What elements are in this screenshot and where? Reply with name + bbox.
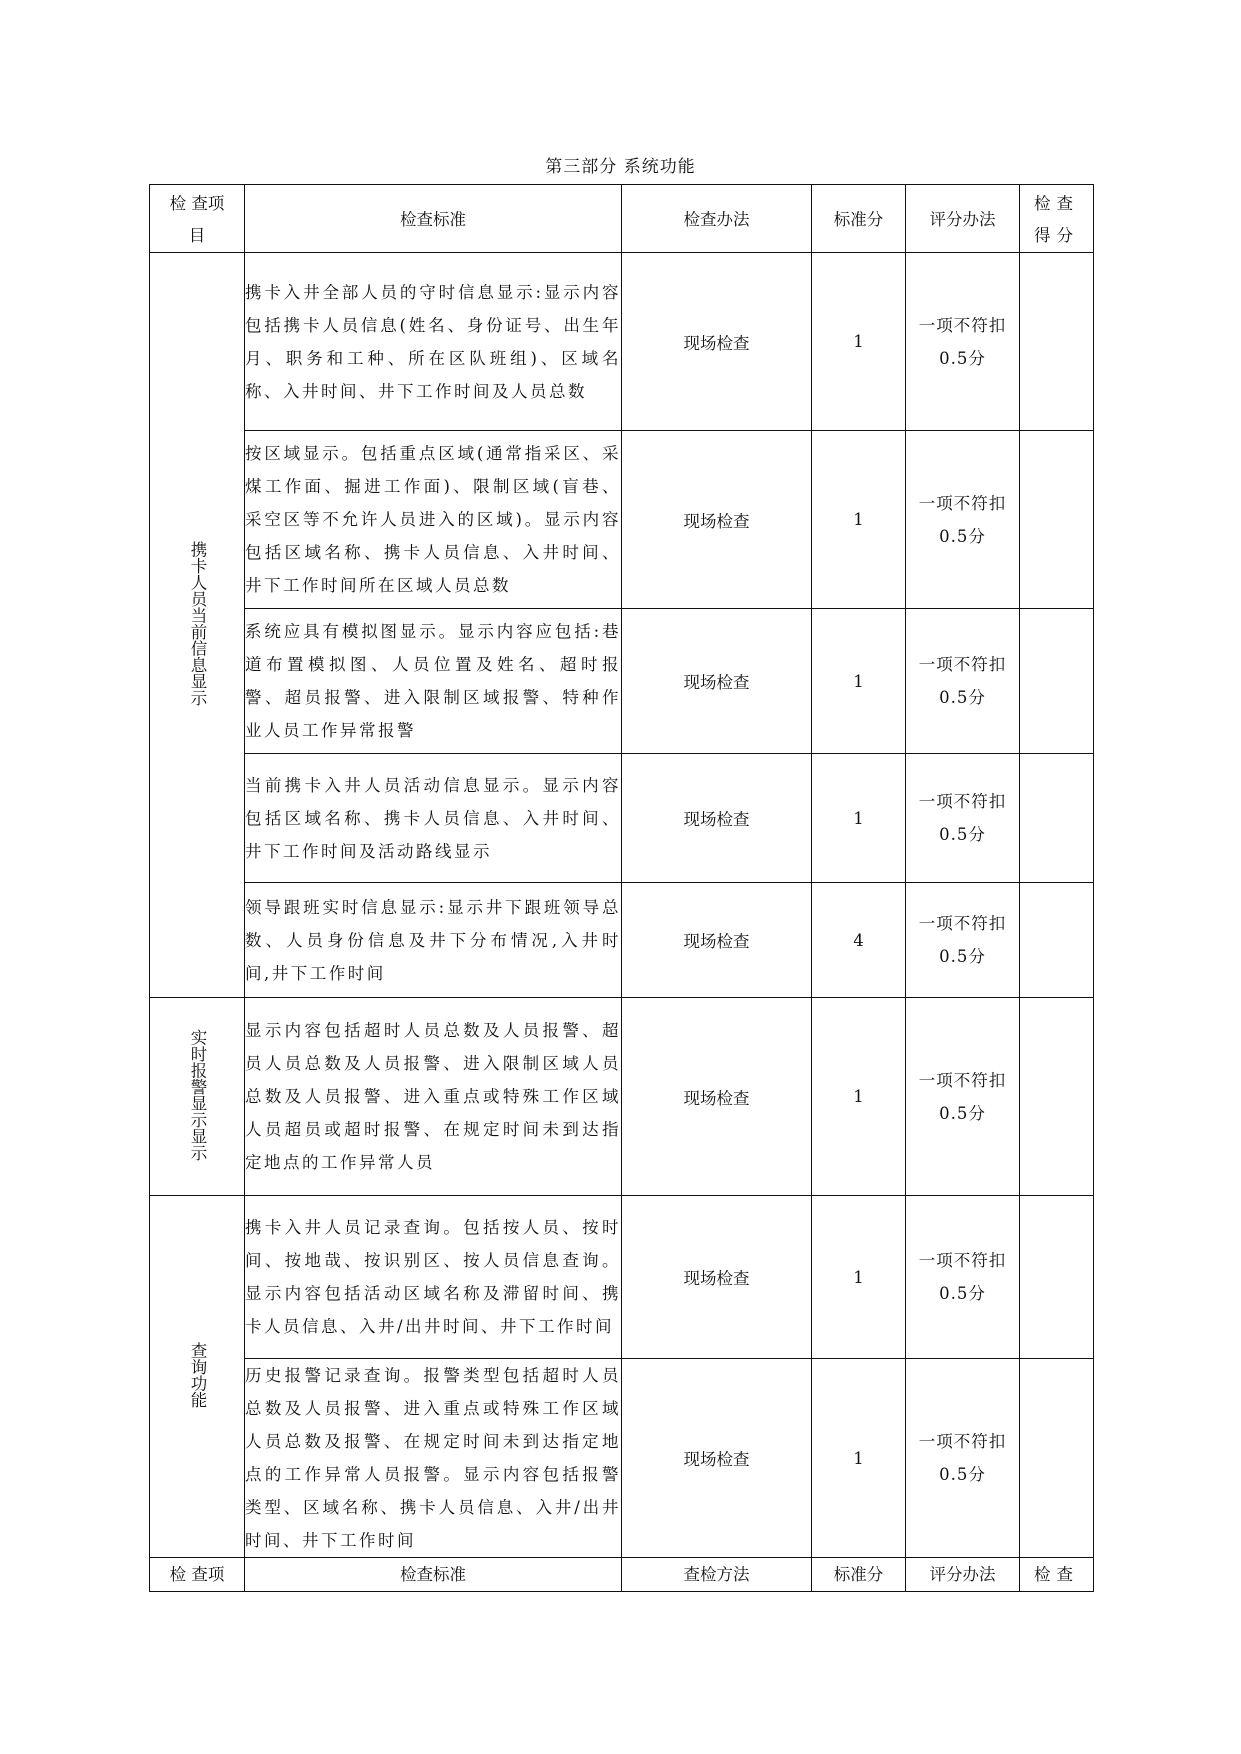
table-row — [150, 1196, 1094, 1359]
method-cell: 现场检查 — [622, 609, 812, 754]
score-cell[interactable] — [1020, 1196, 1094, 1359]
standard-cell: 显示内容包括超时人员总数及人员报警、超员人员总数及人员报警、进入限制区域人员总数及人员报警、进入重点或特殊工作区域人员超员或超时报警、在规定时间未到达指定地点的工作异常人员 — [245, 998, 622, 1196]
score-cell[interactable] — [1020, 754, 1094, 883]
points-cell: 1 — [812, 431, 906, 609]
header-item — [150, 185, 245, 253]
group-label: 实时报警显示显示 — [188, 1028, 207, 1161]
table-footer-row — [150, 1558, 1094, 1592]
table-row — [150, 754, 1094, 883]
rule-cell: 一项不符扣0.5分 — [906, 883, 1020, 998]
score-cell[interactable] — [1020, 431, 1094, 609]
group-cell-current-info — [150, 253, 245, 998]
rule-cell: 一项不符扣0.5分 — [906, 431, 1020, 609]
points-cell: 1 — [812, 998, 906, 1196]
method-cell: 现场检查 — [622, 883, 812, 998]
rule-cell: 一项不符扣0.5分 — [906, 253, 1020, 431]
header-method: 检查办法 — [622, 185, 812, 253]
header-rule: 评分办法 — [906, 185, 1020, 253]
group-label: 携卡人员当前信息显示 — [188, 540, 207, 706]
points-cell: 1 — [812, 609, 906, 754]
points-cell: 4 — [812, 883, 906, 998]
points-cell: 1 — [812, 754, 906, 883]
header-score — [1020, 185, 1094, 253]
standard-cell: 当前携卡入井人员活动信息显示。显示内容包括区域名称、携卡人员信息、入井时间、井下工作时间及活动路线显示 — [245, 754, 622, 883]
footer-points: 标准分 — [812, 1558, 906, 1592]
standard-cell: 携卡入井全部人员的守时信息显示:显示内容包括携卡人员信息(姓名、身份证号、出生年月、职务和工种、所在区队班组)、区域名称、入井时间、井下工作时间及人员总数 — [245, 253, 622, 431]
points-cell: 1 — [812, 1359, 906, 1558]
method-cell: 现场检查 — [622, 1196, 812, 1359]
inspection-table — [149, 184, 1094, 1592]
group-cell-realtime-alarm — [150, 998, 245, 1196]
footer-method: 查检方法 — [622, 1558, 812, 1592]
rule-cell: 一项不符扣0.5分 — [906, 1196, 1020, 1359]
score-cell[interactable] — [1020, 883, 1094, 998]
table-row — [150, 1359, 1094, 1558]
footer-standard: 检查标准 — [245, 1558, 622, 1592]
points-cell: 1 — [812, 253, 906, 431]
table-row — [150, 998, 1094, 1196]
header-standard: 检查标准 — [245, 185, 622, 253]
header-points: 标准分 — [812, 185, 906, 253]
footer-item: 检 查项 — [150, 1558, 245, 1592]
table-row — [150, 253, 1094, 431]
table-row — [150, 883, 1094, 998]
method-cell: 现场检查 — [622, 431, 812, 609]
rule-cell: 一项不符扣0.5分 — [906, 1359, 1020, 1558]
standard-cell: 领导跟班实时信息显示:显示井下跟班领导总数、人员身份信息及井下分布情况,入井时间,井下工作时间 — [245, 883, 622, 998]
method-cell: 现场检查 — [622, 998, 812, 1196]
rule-cell: 一项不符扣0.5分 — [906, 998, 1020, 1196]
table-header-row — [150, 185, 1094, 253]
score-cell[interactable] — [1020, 998, 1094, 1196]
footer-score: 检查 — [1020, 1558, 1094, 1592]
score-cell[interactable] — [1020, 253, 1094, 431]
header-score-line2: 得分 — [1034, 225, 1079, 245]
score-cell[interactable] — [1020, 1359, 1094, 1558]
page-title: 第三部分 系统功能 — [545, 157, 696, 177]
points-cell: 1 — [812, 1196, 906, 1359]
method-cell: 现场检查 — [622, 253, 812, 431]
group-label: 查询功能 — [188, 1341, 207, 1408]
rule-cell: 一项不符扣0.5分 — [906, 754, 1020, 883]
standard-cell: 携卡入井人员记录查询。包括按人员、按时间、按地哉、按识别区、按人员信息查询。显示内容包括活动区域名称及滞留时间、携卡人员信息、入井/出井时间、井下工作时间 — [245, 1196, 622, 1359]
method-cell: 现场检查 — [622, 1359, 812, 1558]
standard-cell: 按区域显示。包括重点区域(通常指采区、采煤工作面、掘进工作面)、限制区域(盲巷、采空区等不允许人员进入的区域)。显示内容包括区域名称、携卡人员信息、入井时间、井下工作时间所在区域人员总数 — [245, 431, 622, 609]
method-cell: 现场检查 — [622, 754, 812, 883]
header-score-line1: 检查 — [1034, 193, 1079, 213]
rule-cell: 一项不符扣0.5分 — [906, 609, 1020, 754]
group-cell-query — [150, 1196, 245, 1558]
footer-rule: 评分办法 — [906, 1558, 1020, 1592]
standard-cell: 历史报警记录查询。报警类型包括超时人员总数及人员报警、进入重点或特殊工作区域人员总数及报警、在规定时间未到达指定地点的工作异常人员报警。显示内容包括报警类型、区域名称、携卡人员信息、入井/出井时间、井下工作时间 — [245, 1359, 622, 1558]
table-row — [150, 431, 1094, 609]
header-item-line2: 目 — [188, 225, 206, 245]
score-cell[interactable] — [1020, 609, 1094, 754]
table-row — [150, 609, 1094, 754]
header-item-line1: 检 查项 — [169, 193, 225, 213]
standard-cell: 系统应具有模拟图显示。显示内容应包括:巷道布置模拟图、人员位置及姓名、超时报警、超员报警、进入限制区域报警、特种作业人员工作异常报警 — [245, 609, 622, 754]
